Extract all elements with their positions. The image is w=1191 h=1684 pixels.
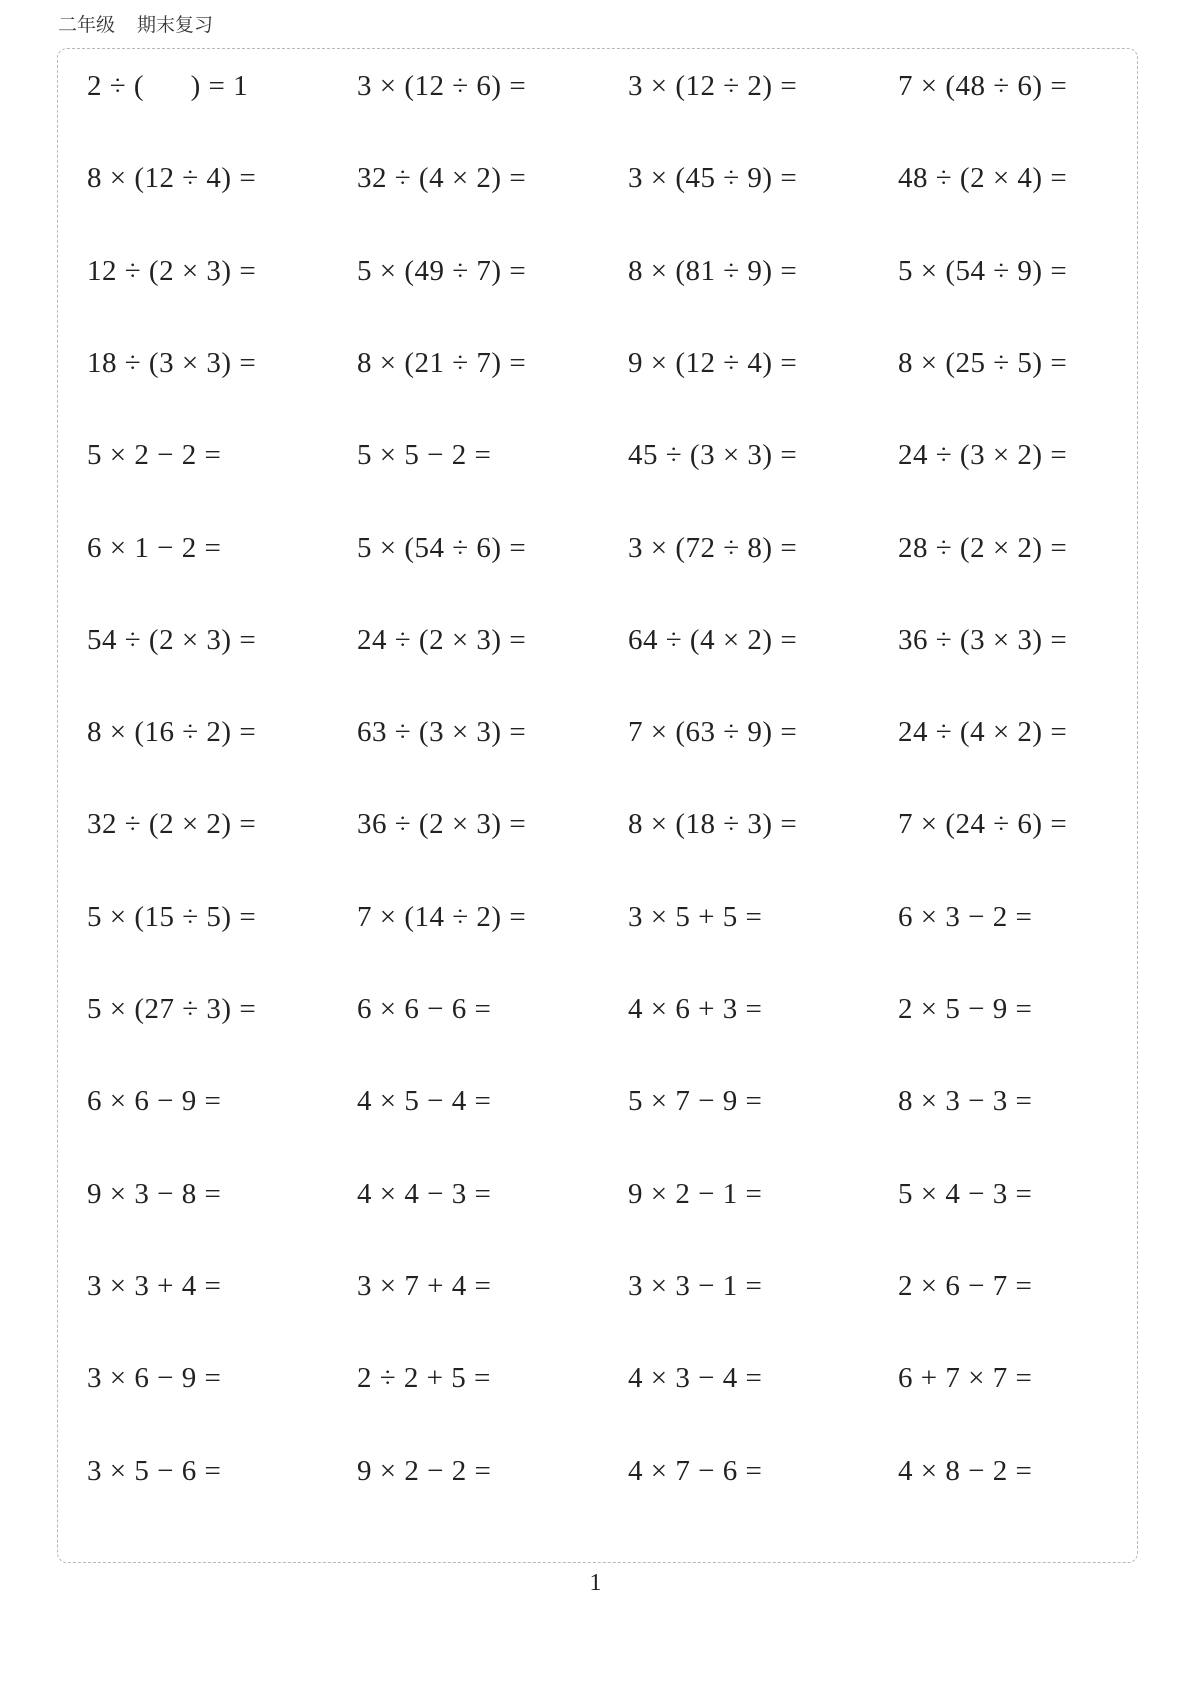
math-problem: 3 × (45 ÷ 9) = (628, 162, 798, 195)
math-problem: 3 × 7 + 4 = (357, 1269, 492, 1302)
math-problem: 9 × (12 ÷ 4) = (628, 346, 798, 379)
math-problem: 7 × (14 ÷ 2) = (357, 900, 527, 933)
math-problem: 5 × 4 − 3 = (898, 1177, 1033, 1210)
math-problem: 9 × 2 − 2 = (357, 1454, 492, 1487)
math-problem: 5 × (27 ÷ 3) = (87, 993, 257, 1025)
math-problem: 8 × (16 ÷ 2) = (87, 716, 257, 749)
math-problem: 5 × (15 ÷ 5) = (87, 900, 257, 933)
math-problem: 32 ÷ (2 × 2) = (87, 808, 257, 841)
math-problem: 6 + 7 × 7 = (898, 1362, 1033, 1395)
math-problem: 3 × 3 + 4 = (87, 1269, 222, 1302)
math-problem: 24 ÷ (3 × 2) = (898, 439, 1068, 472)
math-problem: 8 × (18 ÷ 3) = (628, 808, 798, 841)
math-problem: 12 ÷ (2 × 3) = (87, 254, 257, 287)
math-problem: 4 × 7 − 6 = (628, 1454, 763, 1487)
math-problem: 24 ÷ (4 × 2) = (898, 716, 1068, 749)
page-header (58, 10, 235, 37)
math-problem: 3 × (12 ÷ 2) = (628, 70, 798, 102)
problem-row (87, 70, 1147, 110)
math-problem: 6 × 1 − 2 = (87, 531, 222, 564)
problem-row (87, 808, 1147, 848)
math-problem: 24 ÷ (2 × 3) = (357, 623, 527, 656)
problem-row (87, 716, 1147, 756)
math-problem: 8 × (21 ÷ 7) = (357, 346, 527, 379)
math-problem: 3 × 6 − 9 = (87, 1362, 222, 1395)
math-problem: 5 × (54 ÷ 6) = (357, 531, 527, 564)
math-problem: 6 × 3 − 2 = (898, 900, 1033, 933)
math-problem: 8 × (12 ÷ 4) = (87, 162, 257, 195)
problem-row (87, 993, 1147, 1033)
math-problem: 4 × 5 − 4 = (357, 1085, 492, 1118)
problem-row (87, 162, 1147, 202)
math-problem: 5 × 5 − 2 = (357, 439, 492, 472)
math-problem: 8 × 3 − 3 = (898, 1085, 1033, 1118)
math-problem: 5 × 7 − 9 = (628, 1085, 763, 1118)
math-problem: 6 × 6 − 9 = (87, 1085, 222, 1118)
math-problem: 54 ÷ (2 × 3) = (87, 623, 257, 656)
math-problem: 3 × 3 − 1 = (628, 1269, 763, 1302)
math-problem: 5 × 2 − 2 = (87, 439, 222, 472)
math-problem: 7 × (63 ÷ 9) = (628, 716, 798, 749)
math-problem: 28 ÷ (2 × 2) = (898, 531, 1068, 564)
math-problem: 6 × 6 − 6 = (357, 993, 492, 1025)
math-problem: 9 × 2 − 1 = (628, 1177, 763, 1210)
math-problem: 2 × 5 − 9 = (898, 993, 1033, 1025)
math-problem: 48 ÷ (2 × 4) = (898, 162, 1068, 195)
math-problem: 36 ÷ (3 × 3) = (898, 623, 1068, 656)
math-problem: 3 × (12 ÷ 6) = (357, 70, 527, 102)
problem-row (87, 1270, 1147, 1310)
problem-row (87, 901, 1147, 941)
math-problem: 3 × 5 + 5 = (628, 900, 763, 933)
math-problem: 5 × (49 ÷ 7) = (357, 254, 527, 287)
problem-row (87, 624, 1147, 664)
math-problem: 5 × (54 ÷ 9) = (898, 254, 1068, 287)
math-problem: 32 ÷ (4 × 2) = (357, 162, 527, 195)
page-number: 1 (589, 1570, 602, 1596)
math-problem: 4 × 6 + 3 = (628, 993, 763, 1025)
problem-row (87, 532, 1147, 572)
math-problem: 4 × 8 − 2 = (898, 1454, 1033, 1487)
header-title: 期末复习 (137, 14, 214, 36)
math-problem: 45 ÷ (3 × 3) = (628, 439, 798, 472)
problem-row (87, 1178, 1147, 1218)
math-problem: 8 × (81 ÷ 9) = (628, 254, 798, 287)
math-problem: 2 × 6 − 7 = (898, 1269, 1033, 1302)
problem-row (87, 439, 1147, 479)
math-problem: 3 × 5 − 6 = (87, 1454, 222, 1487)
math-problem: 7 × (48 ÷ 6) = (898, 70, 1068, 102)
math-problem: 4 × 3 − 4 = (628, 1362, 763, 1395)
math-problem: 63 ÷ (3 × 3) = (357, 716, 527, 749)
problem-row (87, 347, 1147, 387)
math-problem: 2 ÷ ( ) = 1 (87, 70, 249, 102)
grade-label: 二年级 (58, 14, 116, 36)
problem-row (87, 1362, 1147, 1402)
math-problem: 3 × (72 ÷ 8) = (628, 531, 798, 564)
math-problem: 36 ÷ (2 × 3) = (357, 808, 527, 841)
math-problem: 18 ÷ (3 × 3) = (87, 346, 257, 379)
problem-row (87, 1085, 1147, 1125)
problem-row (87, 1455, 1147, 1495)
math-problem: 9 × 3 − 8 = (87, 1177, 222, 1210)
math-problem: 64 ÷ (4 × 2) = (628, 623, 798, 656)
math-problem: 8 × (25 ÷ 5) = (898, 346, 1068, 379)
math-problem: 4 × 4 − 3 = (357, 1177, 492, 1210)
math-problem: 7 × (24 ÷ 6) = (898, 808, 1068, 841)
problem-row (87, 255, 1147, 295)
math-problem: 2 ÷ 2 + 5 = (357, 1362, 491, 1395)
